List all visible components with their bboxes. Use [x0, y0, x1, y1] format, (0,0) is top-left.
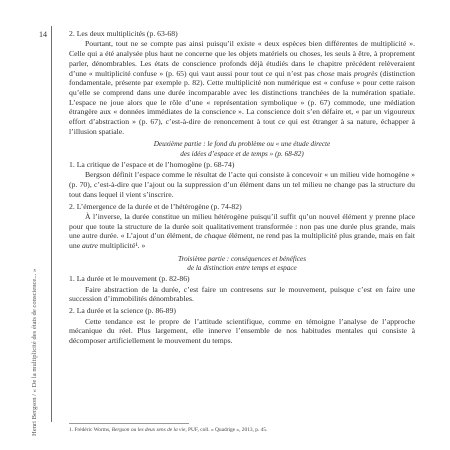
text-run: , PUF, coll. « Quadrige », 2013, p. 45.: [185, 427, 268, 433]
part-title-line: Troisième partie : conséquences et bénéfices: [177, 254, 307, 263]
text-run: Bergson définit l’espace comme le résultat de l’acte qui consiste à concevoir « un milieu vide homogène » (p. 70), c’est-à-dire que l’ajout ou la suppression d’un élément dans un tel milieu ne change pas la structure du tout dans lequel il vient s’inscrire.: [69, 170, 415, 199]
text-run: À l’inverse, la durée constitue un milieu hétérogène puisqu’il suffit qu’un nouvel élément y prenne place pour que toute la structure de la durée soit qualitativement transformée : non pas une durée plus grande, mais une autre durée. « L’ajout d’un élément, de: [69, 211, 415, 241]
text-run: mais: [334, 68, 354, 78]
italic-text: chose: [317, 68, 335, 78]
paragraph: [69, 317, 415, 346]
text-column: [69, 29, 415, 346]
text-run: (distinction fondamentale, présente par exemple p. 82). Cette multiplicité non numérique est « confuse » pour cette raison qu’elle se comprend dans une durée incomparable avec les distinctions tranchées de la numération spatiale. L’espace ne joue alors que le rôle d’une « représentation symbolique » (p. 67) commode, une médiation étrangère aux « données immédiates de la conscience ». La conscience doit s’en défaire et, « par un vigoureux effort d’abstraction » (p. 67), c’est-à-dire de renoncement à tout ce qui est étranger à sa nature, échapper à l’illusion spatiale.: [69, 68, 415, 136]
part-title-line: de la distinction entre temps et espace: [187, 264, 297, 273]
page-number: 14: [39, 30, 47, 39]
paragraph: [69, 285, 415, 304]
paragraph: [69, 39, 415, 136]
footnote-rule: [69, 423, 189, 424]
text-run: Pourtant, tout ne se compte pas ainsi puisqu’il existe « deux espèces bien différentes de multiplicité ». Celle qui a été analysée plus haut ne concerne que les objets matériels ou choses, les seuls à être, à proprement parler, dénombrables. Les états de conscience profonds déjà étudiés dans le chapitre précédent relèveraient d’une « multiplicité confuse » (p. 65) qui vaut aussi pour tout ce qui n’est pas: [69, 39, 415, 78]
text-run: élément, ne rend pas la multiplicité plus grande, mais en fait une: [69, 231, 415, 251]
text-run: 1. Frédéric Worms,: [69, 427, 112, 433]
italic-text: progrès: [353, 68, 378, 78]
paragraph: [69, 212, 415, 251]
part-title-line: des idées d’espace et de temps » (p. 68-82): [180, 149, 304, 158]
italic-text: chaque: [204, 231, 227, 241]
section-heading: 1. La critique de l’espace et de l’homogène (p. 68-74): [69, 160, 235, 170]
italic-text: Bergson ou les deux sens de la vie: [111, 427, 186, 433]
section-heading: 2. L’émergence de la durée et de l’hétérogène (p. 74-82): [69, 201, 242, 211]
section-heading: 2. Les deux multiplicités (p. 63-68): [69, 29, 178, 38]
paragraph: [69, 170, 415, 199]
running-head: Henri Bergson / « De la multiplicité des états de conscience... »: [31, 268, 38, 436]
part-title: [89, 140, 395, 159]
margin-rule: [51, 26, 52, 422]
section-heading: 2. La durée et la science (p. 86-89): [69, 306, 176, 316]
text-run: Cette tendance est le propre de l’attitude scientifique, comme en témoigne l’analyse de l’approche mécanique du réel. Plus largement, elle innerve l’ensemble de nos habitudes mentales qui consiste à décomposer artificiellement le mouvement du temps.: [69, 316, 415, 345]
footnote: [69, 427, 415, 434]
part-title: [89, 255, 395, 274]
text-run: multiplicité¹. »: [97, 241, 146, 251]
italic-text: autre: [82, 241, 98, 251]
section-heading: 1. La durée et le mouvement (p. 82-86): [69, 274, 190, 284]
part-title-line: Deuxième partie : le fond du problème ou « une étude directe: [153, 140, 331, 149]
text-run: Faire abstraction de la durée, c’est faire un contresens sur le mouvement, puisque c’est en faire une succession d’immobilités dénombrables.: [69, 284, 415, 304]
